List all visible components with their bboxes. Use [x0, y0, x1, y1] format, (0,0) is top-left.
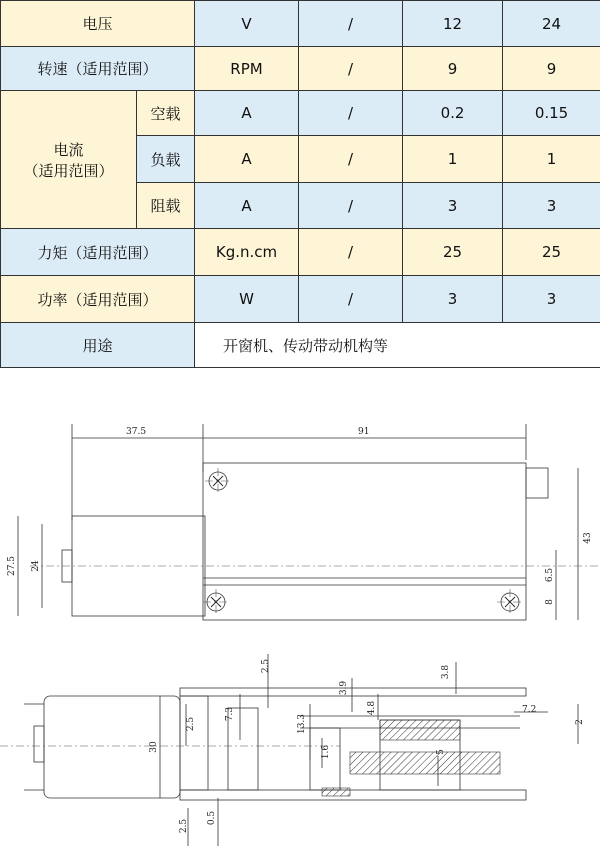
current-sub: 空载 [137, 91, 195, 136]
dim-5: 5 [436, 749, 446, 755]
dim-7-2: 7.2 [522, 705, 537, 715]
voltage-sep: / [299, 1, 403, 47]
row-speed [1, 47, 600, 91]
speed-sep: / [299, 47, 403, 91]
dim-6-5: 6.5 [545, 567, 555, 583]
top-view-drawing [0, 420, 600, 645]
row-power [1, 276, 600, 323]
voltage-12: 12 [403, 1, 503, 47]
current-label-line2: （适用范围） [23, 161, 114, 180]
power-sep: / [299, 276, 403, 323]
dim-3-8: 3.8 [441, 664, 451, 680]
row-usage [1, 323, 600, 368]
dim-2: 2 [575, 719, 585, 725]
torque-24: 25 [503, 229, 600, 276]
speed-24: 9 [503, 47, 600, 91]
current-label [1, 91, 137, 229]
dim-3-9: 3.9 [339, 680, 349, 696]
dim-0-5: 0.5 [207, 810, 217, 826]
dim-2-5-b: 2.5 [261, 658, 271, 674]
current-24: 1 [503, 136, 600, 183]
current-24: 0.15 [503, 91, 600, 136]
current-sep: / [299, 183, 403, 229]
current-unit: A [195, 91, 299, 136]
dim-37-5: 37.5 [126, 427, 147, 437]
current-12: 0.2 [403, 91, 503, 136]
current-24: 3 [503, 183, 600, 229]
power-12: 3 [403, 276, 503, 323]
usage-label: 用途 [1, 323, 195, 368]
torque-sep: / [299, 229, 403, 276]
torque-label: 力矩（适用范围） [1, 229, 195, 276]
current-unit: A [195, 136, 299, 183]
dim-4-8: 4.8 [367, 700, 377, 716]
dim-27-5: 27.5 [7, 555, 17, 577]
dim-2-5-a: 2.5 [186, 716, 196, 732]
power-label: 功率（适用范围） [1, 276, 195, 323]
section-view-drawing [0, 648, 600, 846]
power-24: 3 [503, 276, 600, 323]
dim-43: 43 [583, 532, 593, 544]
current-sub: 阻载 [137, 183, 195, 229]
dim-1-6: 1.6 [321, 744, 331, 760]
row-voltage [1, 1, 600, 47]
dim-24: 24 [31, 560, 41, 572]
current-sep: / [299, 91, 403, 136]
row-torque [1, 229, 600, 276]
dim-7-3: 7.3 [225, 706, 235, 722]
torque-unit: Kg.n.cm [195, 229, 299, 276]
torque-12: 25 [403, 229, 503, 276]
speed-12: 9 [403, 47, 503, 91]
current-unit: A [195, 183, 299, 229]
dim-8: 8 [545, 599, 555, 605]
power-unit: W [195, 276, 299, 323]
spec-table [0, 0, 600, 368]
dim-2-5-c: 2.5 [179, 818, 189, 834]
current-12: 3 [403, 183, 503, 229]
current-sub: 负载 [137, 136, 195, 183]
dim-13-3: 13.3 [297, 713, 307, 735]
speed-unit: RPM [195, 47, 299, 91]
voltage-unit: V [195, 1, 299, 47]
voltage-label: 电压 [1, 1, 195, 47]
row-current-noload [1, 91, 600, 136]
speed-label: 转速（适用范围） [1, 47, 195, 91]
current-12: 1 [403, 136, 503, 183]
usage-value: 开窗机、传动带动机构等 [195, 323, 600, 368]
dim-30: 30 [149, 741, 159, 753]
current-sep: / [299, 136, 403, 183]
dim-91: 91 [358, 427, 370, 437]
current-label-line1: 电流 [53, 140, 84, 159]
voltage-24: 24 [503, 1, 600, 47]
